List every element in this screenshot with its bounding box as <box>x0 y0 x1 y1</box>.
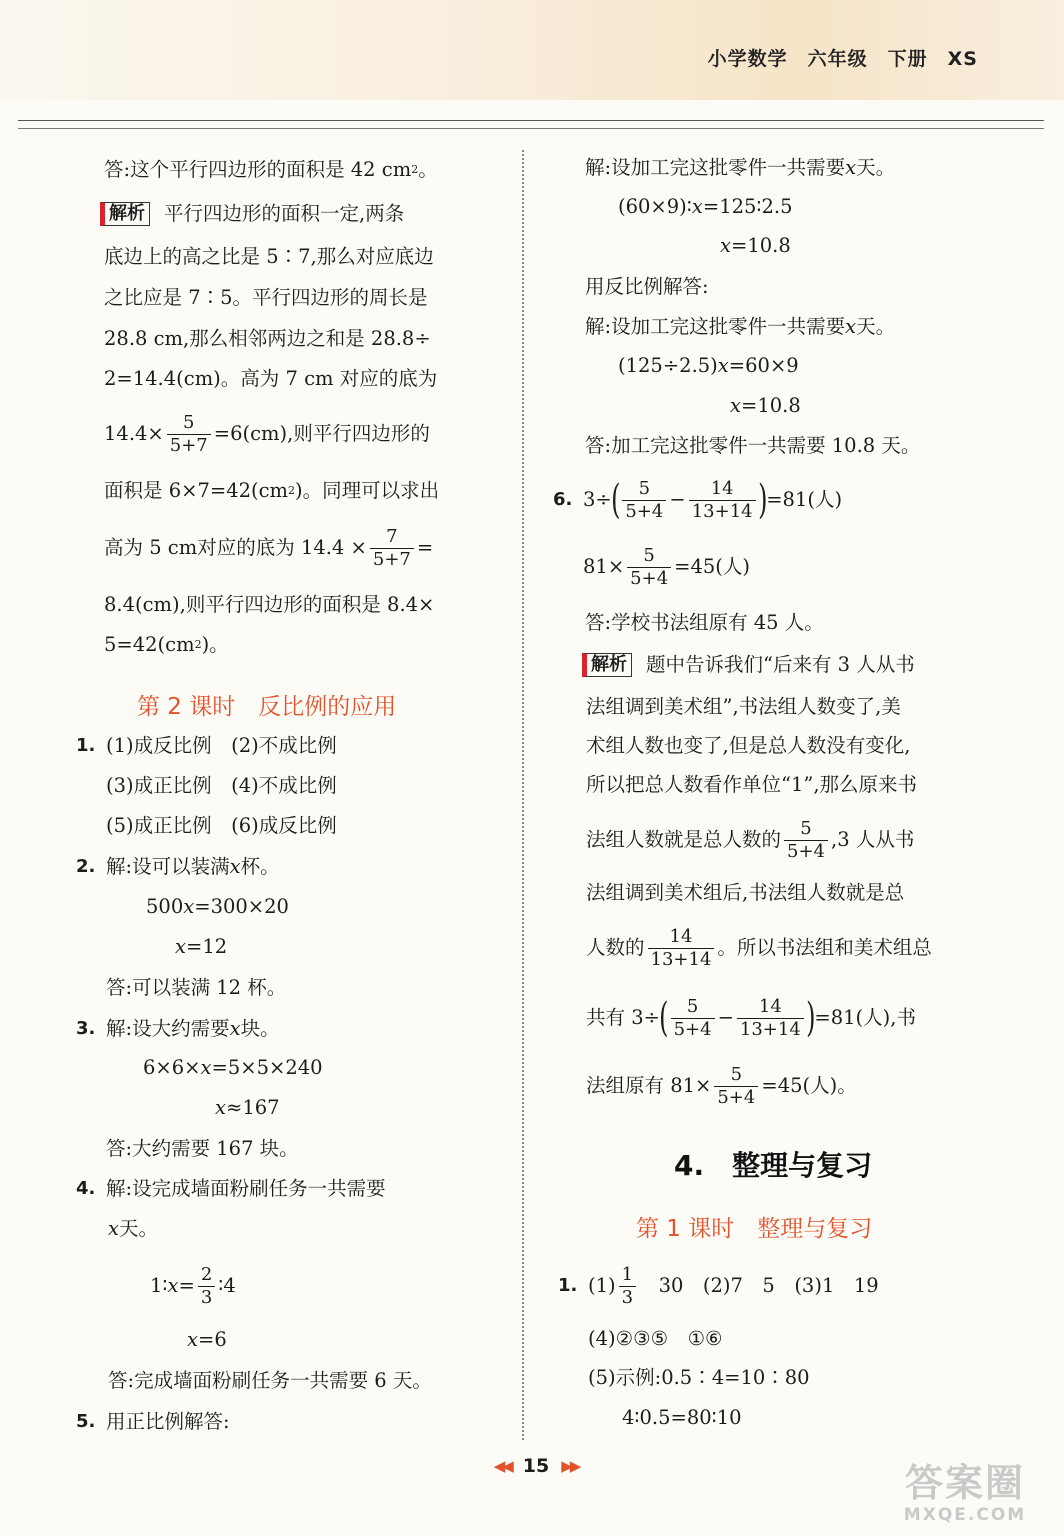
analysis-text: 5=42(cm 2 )。 <box>104 633 229 656</box>
analysis-text: 底边上的高之比是 5∶7,那么对应底边 <box>104 245 434 268</box>
header-rule <box>18 120 1044 121</box>
analysis-text: 术组人数也变了,但是总人数没有变化, <box>586 734 911 757</box>
fraction: $\frac{1}{3}$ <box>619 1264 636 1309</box>
header-rule-thin <box>18 128 1044 129</box>
equation: x =6 <box>187 1328 227 1351</box>
fraction: $\frac{14}{13+14}$ <box>737 996 804 1041</box>
question-1: 1. (1)成反比例 (2)不成比例 <box>76 734 337 757</box>
question-1-line: (4)②③⑤ ①⑥ <box>588 1327 723 1350</box>
question-2: 2. 解:设可以装满 x 杯。 <box>76 855 280 878</box>
question-1-line: (5)示例:0.5∶4=10∶80 <box>588 1366 810 1389</box>
analysis-text: 所以把总人数看作单位“1”,那么原来书 <box>586 773 918 796</box>
analysis-text: 2=14.4(cm)。高为 7 cm 对应的底为 <box>104 367 438 390</box>
question-1-line: (5)成正比例 (6)成反比例 <box>106 814 337 837</box>
solution-line: 解:设加工完这批零件一共需要 x 天。 <box>585 315 896 338</box>
prev-arrow-icon: ◀◀ <box>493 1457 511 1475</box>
fraction: $\frac{2}{3}$ <box>198 1264 215 1309</box>
fraction: $\frac{5}{5+4}$ <box>714 1064 758 1109</box>
equation: 500 x =300×20 <box>146 895 289 918</box>
question-1-line: (3)成正比例 (4)不成比例 <box>106 774 337 797</box>
analysis-text: 法组调到美术组”,书法组人数变了,美 <box>586 695 901 718</box>
lesson-title: 第 1 课时 整理与复习 <box>636 1216 873 1242</box>
analysis-text: 人数的 $\frac{14}{13+14}$ 。所以书法组和美术组总 <box>586 925 932 970</box>
question-1-line: 4∶0.5=80∶10 <box>622 1406 742 1429</box>
analysis-text: 28.8 cm,那么相邻两边之和是 28.8÷ <box>104 327 431 350</box>
column-divider <box>522 150 524 1440</box>
page-number: 15 <box>522 1455 550 1477</box>
page-footer <box>456 1448 616 1484</box>
fraction: $\frac{5}{5+4}$ <box>671 996 715 1041</box>
section-title: 4. 整理与复习 <box>674 1149 873 1182</box>
analysis-line: 解析 平行四边形的面积一定,两条 <box>100 201 404 227</box>
answer-line: 答:可以装满 12 杯。 <box>106 976 287 999</box>
next-arrow-icon: ▶▶ <box>561 1457 579 1475</box>
fraction: $\frac{7}{5+7}$ <box>370 526 414 571</box>
question-4: 4. 解:设完成墙面粉刷任务一共需要 <box>76 1177 386 1200</box>
equation: (60×9)∶ x =125∶2.5 <box>618 195 793 218</box>
fraction: $\frac{5}{5+4}$ <box>784 818 828 863</box>
answer-line: 答:这个平行四边形的面积是 42 cm 2 。 <box>104 158 438 181</box>
question-1: 1. (1) $\frac{1}{3}$ 30 (2)7 5 (3)1 19 <box>558 1263 879 1308</box>
analysis-tag: 解析 <box>100 202 150 226</box>
solution-line: 用反比例解答: <box>585 275 709 298</box>
watermark: 答案圈 MXQE.COM <box>903 1461 1027 1525</box>
question-3: 3. 解:设大约需要 x 块。 <box>76 1017 280 1040</box>
answer-line: 答:大约需要 167 块。 <box>106 1137 299 1160</box>
equation: 6×6× x =5×5×240 <box>143 1056 323 1079</box>
answer-line: 答:学校书法组原有 45 人。 <box>585 611 824 634</box>
fraction: $\frac{5}{5+7}$ <box>167 412 211 457</box>
equation: 81× $\frac{5}{5+4}$ =45(人) <box>583 544 751 589</box>
equation: 1∶ x = $\frac{2}{3}$ ∶4 <box>150 1263 236 1308</box>
question-6: 6. 3÷ ( $\frac{5}{5+4}$ − $\frac{14}{13+14}$ ) =81(人) <box>553 477 843 523</box>
analysis-text: 法组人数就是总人数的 $\frac{5}{5+4}$ ,3 人从书 <box>586 817 915 862</box>
analysis-text: 法组原有 81× $\frac{5}{5+4}$ =45(人)。 <box>586 1063 857 1108</box>
fraction: $\frac{14}{13+14}$ <box>648 926 715 971</box>
analysis-text: 共有 3÷ ( $\frac{5}{5+4}$ − $\frac{14}{13+14}$ ) =81(人),书 <box>586 995 916 1041</box>
analysis-text: 高为 5 cm对应的底为 14.4 × $\frac{7}{5+7}$ = <box>104 525 434 570</box>
equation: x =12 <box>175 935 228 958</box>
analysis-tag: 解析 <box>582 653 632 677</box>
fraction: $\frac{5}{5+4}$ <box>622 478 666 523</box>
answer-line: 答:完成墙面粉刷任务一共需要 6 天。 <box>108 1369 432 1392</box>
analysis-text: 14.4× $\frac{5}{5+7}$ =6(cm),则平行四边形的 <box>104 411 430 456</box>
question-5: 5. 用正比例解答: <box>76 1410 230 1433</box>
analysis-text: 面积是 6×7=42(cm 2 )。同理可以求出 <box>104 479 440 502</box>
lesson-title: 第 2 课时 反比例的应用 <box>137 694 397 720</box>
analysis-text: 8.4(cm),则平行四边形的面积是 8.4× <box>104 593 435 616</box>
fraction: $\frac{14}{13+14}$ <box>689 478 756 523</box>
question-4-line: x 天。 <box>108 1217 159 1240</box>
analysis-line: 解析 题中告诉我们“后来有 3 人从书 <box>582 652 915 678</box>
equation: x =10.8 <box>720 234 791 257</box>
header-subject: 小学数学 六年级 下册 XS <box>707 48 978 70</box>
solution-line: 解:设加工完这批零件一共需要 x 天。 <box>585 156 896 179</box>
equation: x =10.8 <box>730 394 801 417</box>
analysis-text: 法组调到美术组后,书法组人数就是总 <box>586 881 905 904</box>
equation: x ≈167 <box>215 1096 280 1119</box>
equation: (125÷2.5) x =60×9 <box>618 354 799 377</box>
analysis-text: 之比应是 7∶5。平行四边形的周长是 <box>104 286 428 309</box>
answer-line: 答:加工完这批零件一共需要 10.8 天。 <box>585 434 921 457</box>
fraction: $\frac{5}{5+4}$ <box>627 545 671 590</box>
